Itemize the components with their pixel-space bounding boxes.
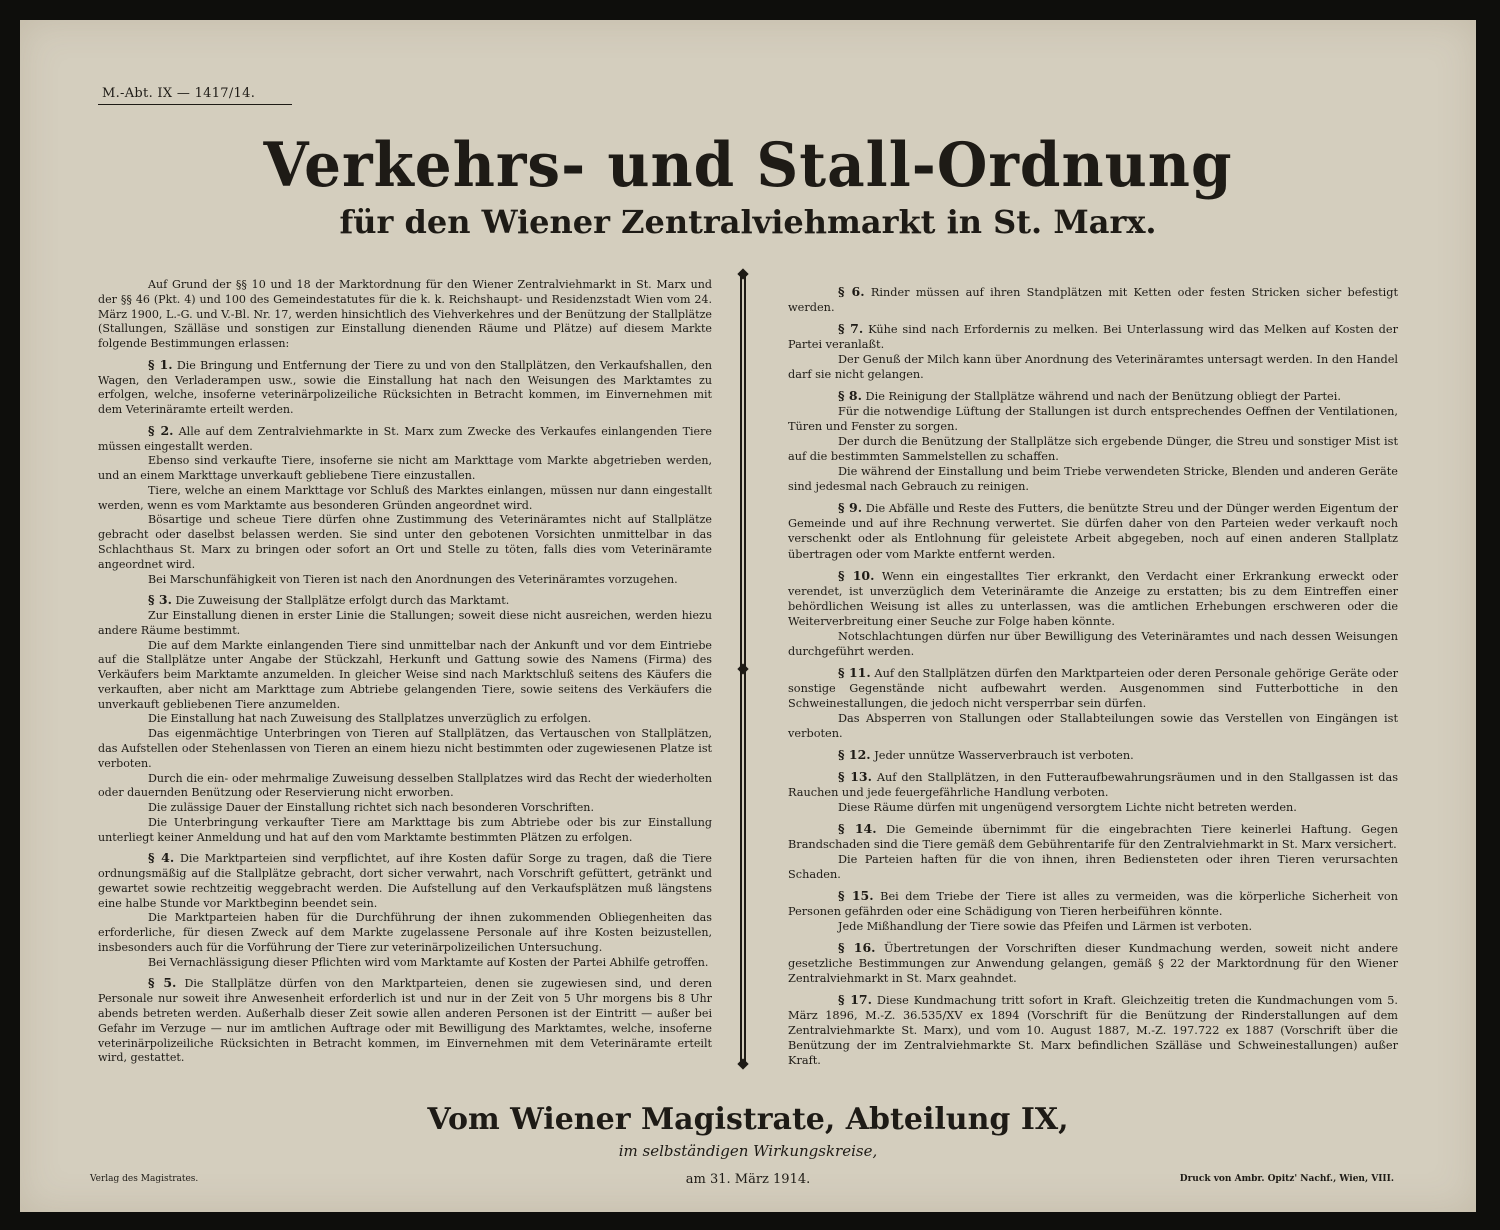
paragraph-text: Wenn ein eingestalltes Tier erkrankt, den Verdacht einer Erkrankung erweckt oder verendet, ist unverzüglich dem Veterinäramte die Anzeige zu erstatten; bis zu dem Eintreffen einer behördlichen Weisung ist alles zu unterlassen, was die amtlichen Erhebungen erschweren oder die Weiterverbreitung einer Seuche zur Folge haben könnte. — [788, 569, 1399, 628]
paragraph-text: Durch die ein- oder mehrmalige Zuweisung desselben Stallplatzes wird das Recht der wiederholten oder dauernden Benützung oder Reservierung nicht erworben. — [98, 771, 712, 800]
paragraph-text: Bei dem Triebe der Tiere ist alles zu vermeiden, was die körperliche Sicherheit von Personen gefährden oder eine Schädigung von Tieren herbeiführen könnte. — [788, 890, 1399, 919]
paragraph-text: Alle auf dem Zentralviehmarkte in St. Marx zum Zwecke des Verkaufes einlangenden Tiere müssen eingestallt werden. — [98, 424, 712, 453]
paragraph — [98, 513, 712, 572]
paragraph — [98, 593, 712, 609]
paragraph — [788, 352, 1398, 382]
section-number: § 17. — [838, 992, 872, 1008]
paragraph-text: Ebenso sind verkaufte Tiere, insoferne sie nicht am Markttage vom Markte abgetrieben werden, und an einem Markttage unverkauft gebliebene Tiere einzustallen. — [98, 454, 712, 483]
paragraph-text: Bösartige und scheue Tiere dürfen ohne Zustimmung des Veterinäramtes nicht auf Stallplätze gebracht oder daselbst belassen werden. Sie sind unter den gebotenen Vorsichten unmittelbar in das Schlachthaus St. Marx zu bringen oder sofort an Ort und Stelle zu töten, falls dies vom Veterinäramte angeordnet wird. — [98, 513, 712, 571]
paragraph-text: Notschlachtungen dürfen nur über Bewilligung des Veterinäramtes und nach dessen Weisungen durchgeführt werden. — [788, 629, 1398, 658]
paragraph-text: Rinder müssen auf ihren Standplätzen mit Ketten oder festen Stricken sicher befestigt werden. — [788, 286, 1398, 315]
paragraph — [788, 769, 1398, 800]
section-number: § 1. — [148, 356, 173, 372]
section-number: § 12. — [838, 746, 871, 762]
paragraph-text: Die Bringung und Entfernung der Tiere zu und von den Stallplätzen, den Verkaufshallen, den Wagen, den Verladerampen usw., sowie die Einstallung hat nach den Weisungen des Marktamtes zu erfolgen, welche, insoferne veterinärpolizeiliche Rücksichten in Betracht kommen, im Einvernehmen mit dem Veterinäramte erteilt werden. — [98, 358, 712, 417]
paragraph — [98, 772, 712, 802]
paragraph-text: Die Stallplätze dürfen von den Marktparteien, denen sie zugewiesen sind, und deren Personale nur soweit ihre Anwesenheit erforderlich ist und nur in der Zeit von 5 Uhr morgens bis 8 Uhr abends betreten werden. Außerhalb dieser Zeit sowie allen anderen Personen ist der Eintritt — außer bei Gefahr im Verzuge — nur im amtlichen Auftrage oder mit Bewilligung des Marktamtes, welche, insoferne veterinärpolizeiliche Rücksichten in Betracht kommen, im Einvernehmen mit dem Veterinäramte erteilt wird, gestattet. — [98, 977, 712, 1065]
issuing-authority: Vom Wiener Magistrate, Abteilung IX, — [427, 1102, 1069, 1137]
paragraph — [98, 816, 712, 846]
document-subtitle: für den Wiener Zentralviehmarkt in St. Marx. — [339, 203, 1157, 241]
section-number: § 2. — [148, 422, 174, 438]
paragraph-text: Die während der Einstallung und beim Triebe verwendeten Stricke, Blenden und anderen Geräte sind jedesmal nach Gebrauch zu reinigen. — [788, 465, 1398, 494]
section-number: § 3. — [148, 592, 172, 608]
paragraph-text: Auf den Stallplätzen dürfen den Marktparteien oder deren Personale gehörige Geräte oder sonstige Gegenstände nicht aufbewahrt werden. Ausgenommen sind Futterbottiche in den Schweinestallungen, die jedoch nicht versperrbar sein dürfen. — [788, 666, 1398, 710]
paragraph-text: Für die notwendige Lüftung der Stallungen ist durch entsprechendes Oeffnen der Ventilationen, Türen und Fenster zu sorgen. — [788, 405, 1398, 434]
section-number: § 7. — [838, 321, 864, 337]
section-number: § 11. — [838, 664, 871, 680]
paragraph-text: Auf den Stallplätzen, in den Futteraufbewahrungsräumen und in den Stallgassen ist das Rauchen und jede feuergefährliche Handlung verboten. — [788, 770, 1398, 799]
paragraph-text: Die Reinigung der Stallplätze während und nach der Benützung obliegt der Partei. — [865, 390, 1341, 404]
paragraph-text: Diese Räume dürfen mit ungenügend versorgtem Lichte nicht betreten werden. — [838, 800, 1297, 814]
authority-subline: im selbständigen Wirkungskreise, — [618, 1142, 878, 1160]
right-column — [788, 278, 1398, 1068]
paragraph-text: Tiere, welche an einem Markttage vor Schluß des Marktes einlangen, müssen nur dann eingestallt werden, wenn es vom Marktamte aus besonderen Gründen angeordnet wird. — [98, 483, 712, 512]
paragraph — [98, 454, 712, 484]
section-number: § 15. — [838, 888, 874, 904]
paragraph — [98, 851, 712, 911]
printer-imprint: Druck von Ambr. Opitz' Nachf., Wien, VIII. — [1179, 1174, 1394, 1184]
section-number: § 4. — [148, 850, 175, 866]
section-number: § 14. — [838, 821, 877, 836]
paragraph — [788, 940, 1398, 986]
issue-date: am 31. März 1914. — [685, 1172, 811, 1187]
paragraph-text: Die auf dem Markte einlangenden Tiere sind unmittelbar nach der Ankunft und vor dem Eintriebe auf die Stallplätze unter Angabe der Stückzahl, Herkunft und Gattung sowie des Namens (Firma) des Verkäufers beim Marktamte anzumelden. In gleicher Weise sind nach Marktschluß seitens des Käufers die verkauften, aber nicht am Markttage zum Abtriebe gelangenden Tiere, sowie seitens des Verkäufers die unverkauft gebliebenen Tiere anzumelden. — [98, 638, 712, 711]
paragraph-text: Auf Grund der §§ 10 und 18 der Marktordnung für den Wiener Zentralviehmarkt in St. Marx und der §§ 46 (Pkt. 4) und 100 des Gemeindestatutes für die k. k. Reichshaupt- und Residenzstadt Wien vom 24. März 1900, L.-G. und V.-Bl. Nr. 17, werden hinsichtlich des Viehverkehres und der Benützung der Stallplätze (Stallungen, Szälläse und sonstigen zur Einstallung dienenden Räume und Plätze) auf diesem Markte folgende Bestimmungen erlassen: — [98, 278, 712, 351]
paragraph-text: Die zulässige Dauer der Einstallung richtet sich nach besonderen Vorschriften. — [148, 801, 594, 815]
paragraph — [788, 992, 1398, 1068]
poster-sheet — [20, 20, 1476, 1212]
left-column — [98, 278, 712, 1066]
section-number: § 8. — [838, 388, 862, 404]
paragraph-text: Jeder unnütze Wasserverbrauch ist verboten. — [874, 748, 1134, 762]
paragraph-text: Die Unterbringung verkaufter Tiere am Markttage bis zum Abtriebe oder bis zur Einstallung unterliegt keiner Anmeldung und hat auf den vom Marktamte bestimmten Plätzen zu erfolgen. — [98, 815, 712, 844]
paragraph — [788, 821, 1398, 852]
paragraph — [98, 278, 712, 352]
section-number: § 9. — [838, 500, 863, 516]
paragraph-text: Der durch die Benützung der Stallplätze sich ergebende Dünger, die Streu und sonstiger Mist ist auf die bestimmten Sammelstellen zu schaffen. — [788, 435, 1398, 464]
paragraph-text: Kühe sind nach Erfordernis zu melken. Bei Unterlassung wird das Melken auf Kosten der Partei veranlaßt. — [788, 323, 1399, 352]
paragraph — [98, 609, 712, 639]
paragraph — [98, 727, 712, 771]
paragraph-text: Jede Mißhandlung der Tiere sowie das Pfeifen und Lärmen ist verboten. — [838, 920, 1253, 934]
paragraph-text: Die Abfälle und Reste des Futters, die benützte Streu und der Dünger werden Eigentum der Gemeinde und auf ihre Rechnung verwertet. Sie dürfen daher von den Parteien weder verkauft noch verschenkt oder als Entlohnung für geleistete Arbeit abgegeben, noch auf einen anderen Stallplatz übertragen oder vom Markte entfernt werden. — [788, 502, 1398, 561]
paragraph — [788, 888, 1398, 919]
paragraph — [788, 388, 1398, 404]
paragraph — [788, 568, 1398, 629]
paragraph-text: Die Zuweisung der Stallplätze erfolgt durch das Marktamt. — [175, 594, 510, 608]
paragraph — [788, 464, 1398, 494]
paragraph-text: Die Einstallung hat nach Zuweisung des Stallplatzes unverzüglich zu erfolgen. — [148, 712, 592, 726]
paragraph — [98, 639, 712, 713]
paragraph — [788, 665, 1398, 711]
paragraph — [98, 712, 712, 727]
paragraph — [788, 500, 1398, 561]
paragraph-text: Die Marktparteien haben für die Durchführung der ihnen zukommenden Obliegenheiten das erforderliche, für diesen Zweck auf dem Markte zugelassene Personale auf ihre Kosten beizustellen, insbesonders auch für die Vorführung der Tiere zur veterinärpolizeilichen Untersuchung. — [98, 911, 712, 954]
reference-number: M.-Abt. IX — 1417/14. — [98, 86, 292, 105]
paragraph-text: Diese Kundmachung tritt sofort in Kraft. Gleichzeitig treten die Kundmachungen vom 5. März 1896, M.-Z. 36.535/XV ex 1894 (Vorschrift für die Benützung der Rinderstallungen auf dem Zentralviehmarkte St. Marx), und vom 10. August 1887, M.-Z. 197.722 ex 1887 (Vorschrift über die Benützung der im Zentralviehmarkte St. Marx befindlichen Szälläse und Schweinestallungen) außer Kraft. — [788, 994, 1398, 1068]
paragraph-text: Die Gemeinde übernimmt für die eingebrachten Tiere keinerlei Haftung. Gegen Brandschaden sind die Tiere gemäß dem Gebührentarife für den Zentralviehmarkt in St. Marx versichert. — [788, 823, 1398, 852]
paragraph — [98, 976, 712, 1066]
paragraph-text: Das eigenmächtige Unterbringen von Tieren auf Stallplätzen, das Vertauschen von Stallplätzen, das Aufstellen oder Stehenlassen von Tieren an einem hiezu nicht bestimmten oder zugewiesenen Platze ist verboten. — [98, 727, 712, 770]
paragraph — [788, 434, 1398, 464]
paragraph-text: Das Absperren von Stallungen oder Stallabteilungen sowie das Verstellen von Eingängen ist verboten. — [788, 711, 1398, 740]
paragraph — [98, 801, 712, 816]
paragraph-text: Der Genuß der Milch kann über Anordnung des Veterinäramtes untersagt werden. In den Handel darf sie nicht gelangen. — [788, 353, 1398, 382]
document-title: Verkehrs- und Stall-Ordnung — [263, 129, 1233, 201]
paragraph — [788, 284, 1398, 315]
paragraph-text: Die Parteien haften für die von ihnen, ihren Bediensteten oder ihren Tieren verursachten Schaden. — [788, 853, 1398, 882]
paragraph — [788, 747, 1398, 763]
section-number: § 6. — [838, 284, 865, 299]
paragraph — [98, 358, 712, 418]
paragraph — [788, 629, 1398, 659]
paragraph — [788, 800, 1398, 815]
section-number: § 5. — [148, 975, 177, 991]
paragraph — [98, 484, 712, 514]
paragraph-text: Zur Einstallung dienen in erster Linie die Stallungen; soweit diese nicht ausreichen, werden hiezu andere Räume bestimmt. — [98, 609, 712, 637]
paragraph — [98, 424, 712, 455]
paragraph — [98, 911, 712, 955]
paragraph-text: Die Marktparteien sind verpflichtet, auf ihre Kosten dafür Sorge zu tragen, daß die Tiere ordnungsmäßig auf die Stallplätze gebracht, dort sicher verwahrt, nach Vorschrift gefüttert, getränkt und gewartet sowie rechtzeitig weggebracht werden. Die Aufstellung auf den Verkaufsplätzen muß längstens eine halbe Stunde vor Marktbeginn beendet sein. — [98, 852, 712, 910]
paragraph-text: Bei Vernachlässigung dieser Pflichten wird vom Marktamte auf Kosten der Partei Abhilfe getroffen. — [148, 955, 709, 969]
section-number: § 13. — [838, 768, 872, 784]
paragraph — [98, 573, 712, 588]
publisher-imprint: Verlag des Magistrates. — [90, 1174, 199, 1184]
column-divider-ornament — [736, 264, 750, 1074]
paragraph — [788, 321, 1398, 352]
paragraph-text: Übertretungen der Vorschriften dieser Kundmachung werden, soweit nicht andere gesetzliche Bestimmungen zur Anwendung gelangen, gemäß § 22 der Marktordnung für den Wiener Zentralviehmarkt in St. Marx geahndet. — [788, 942, 1399, 986]
paragraph — [788, 919, 1398, 934]
paragraph — [788, 711, 1398, 741]
section-number: § 10. — [838, 567, 875, 583]
paragraph-text: Bei Marschunfähigkeit von Tieren ist nach den Anordnungen des Veterinäramtes vorzugehen. — [148, 572, 678, 586]
paragraph — [788, 404, 1398, 434]
paragraph — [98, 956, 712, 971]
section-number: § 16. — [838, 940, 876, 956]
paragraph — [788, 852, 1398, 882]
